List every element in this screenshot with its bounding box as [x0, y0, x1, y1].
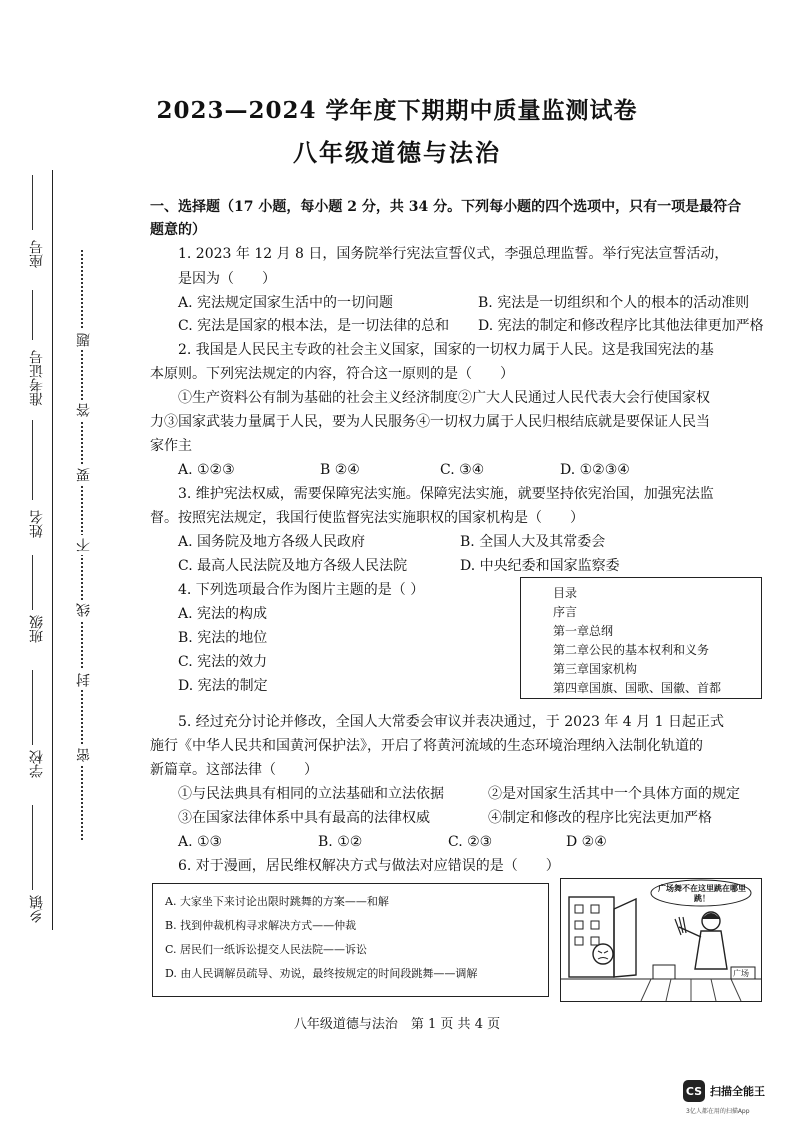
page-footer: 八年级道德与法治 第 1 页 共 4 页: [293, 1017, 501, 1032]
constitution-toc-box: [520, 577, 762, 699]
q5-stem-cont: 施行《中华人民共和国黄河保护法》，开启了将黄河流域的生态环境治理纳入法制化轨道的: [150, 738, 703, 754]
scanner-tagline: 3亿人都在用的扫描App: [686, 1108, 750, 1115]
name-blank: [32, 420, 33, 500]
q5-statement-2: ②是对国家生活其中一个具体方面的规定: [488, 786, 740, 802]
camscanner-logo-icon: CS: [683, 1080, 705, 1102]
q4-option-d: D. 宪法的制定: [178, 678, 268, 694]
q2-option-a: A. ①②③: [178, 462, 235, 478]
q5-stem-end: 新篇章。这部法律（ ）: [150, 762, 318, 778]
q6-option-b: B. 找到仲裁机构寻求解决方式——仲裁: [165, 919, 357, 932]
name-label: 姓名: [29, 510, 45, 538]
q1-stem-cont: 是因为（ ）: [178, 271, 276, 287]
section-heading-cont: 题意的）: [150, 222, 206, 238]
seal-char: 线: [74, 600, 94, 620]
school-label: 学校: [29, 750, 45, 778]
seal-char: 题: [74, 330, 94, 350]
q2-option-c: C. ③④: [440, 462, 485, 478]
toc-item: 第三章国家机构: [553, 662, 638, 676]
seal-char: 要: [74, 465, 94, 485]
margin-border-line: [52, 170, 53, 930]
exam-number-blank: [32, 290, 33, 340]
q1-option-a: A. 宪法规定国家生活中的一切问题: [178, 295, 394, 311]
q6-option-d: D. 由人民调解员疏导、劝说，最终按规定的时间段跳舞——调解: [165, 967, 478, 980]
q4-option-a: A. 宪法的构成: [178, 606, 268, 622]
q1-option-b: B. 宪法是一切组织和个人的根本的活动准则: [478, 295, 750, 311]
cartoon-sign: 广场: [733, 969, 749, 978]
exam-subject: 八年级道德与法治: [293, 138, 501, 167]
q2-statements: ①生产资料公有制为基础的社会主义经济制度②广大人民通过人民代表大会行使国家权: [178, 390, 710, 406]
exam-title: 2023—2024 学年度下期期中质量监测试卷: [156, 97, 638, 124]
q3-stem-cont: 督。按照宪法规定，我国行使监督宪法实施职权的国家机构是（ ）: [150, 510, 584, 526]
scanner-watermark: [683, 1080, 765, 1102]
toc-item: 第二章公民的基本权利和义务: [553, 643, 710, 657]
seal-char: 答: [74, 400, 94, 420]
q5-stem: 5. 经过充分讨论并修改，全国人大常委会审议并表决通过，于 2023 年 4 月 1 日起正式: [178, 714, 724, 730]
q1-option-d: D. 宪法的制定和修改程序比其他法律更加严格: [478, 318, 764, 334]
toc-item: 第四章国旗、国歌、国徽、首都: [553, 681, 722, 695]
q5-option-c: C. ②③: [448, 834, 493, 850]
cartoon-caption: 广场舞不在这里跳在哪里跳！: [658, 883, 746, 903]
q3-option-d: D. 中央纪委和国家监察委: [460, 558, 620, 574]
township-label: 乡镇: [29, 895, 45, 923]
scanner-app-name: 扫描全能王: [710, 1085, 765, 1098]
q4-option-b: B. 宪法的地位: [178, 630, 268, 646]
q6-stem: 6. 对于漫画，居民维权解决方式与做法对应错误的是（ ）: [178, 858, 560, 874]
q5-option-a: A. ①③: [178, 834, 223, 850]
q3-option-b: B. 全国人大及其常委会: [460, 534, 606, 550]
q5-statement-4: ④制定和修改的程序比宪法更加严格: [488, 810, 712, 826]
q5-statement-1: ①与民法典具有相同的立法基础和立法依据: [178, 786, 444, 802]
seat-number-blank: [32, 175, 33, 230]
q5-option-d: D ②④: [566, 834, 607, 850]
q5-option-b: B. ①②: [318, 834, 363, 850]
toc-item: 第一章总纲: [553, 624, 614, 638]
school-blank: [32, 670, 33, 745]
q6-cartoon: [560, 878, 762, 1002]
class-blank: [32, 555, 33, 610]
seat-number-label: 座号: [29, 240, 45, 268]
q3-stem: 3. 维护宪法权威，需要保障宪法实施。保障宪法实施，就要坚持依宪治国，加强宪法监: [178, 486, 714, 502]
q2-statements-end: 家作主: [150, 438, 192, 454]
q6-option-a: A. 大家坐下来讨论出限时跳舞的方案——和解: [165, 895, 389, 908]
q3-option-c: C. 最高人民法院及地方各级人民法院: [178, 558, 408, 574]
q3-option-a: A. 国务院及地方各级人民政府: [178, 534, 366, 550]
q2-option-d: D. ①②③④: [560, 462, 630, 478]
q2-statements-cont: 力③国家武装力量属于人民，要为人民服务④一切权力属于人民归根结底就是要保证人民当: [150, 414, 710, 430]
q4-stem: 4. 下列选项最合作为图片主题的是（ ）: [178, 582, 425, 598]
section-heading: 一、选择题（17 小题，每小题 2 分，共 34 分。下列每小题的四个选项中，只有一项是最符合: [150, 199, 742, 215]
q4-option-c: C. 宪法的效力: [178, 654, 268, 670]
seal-char: 密: [74, 745, 94, 765]
q2-option-b: B ②④: [320, 462, 360, 478]
q6-options-box: [152, 883, 549, 997]
q1-stem: 1. 2023 年 12 月 8 日，国务院举行宪法宣誓仪式，李强总理监誓。举行宪法宣誓活动，: [178, 246, 729, 262]
q5-statement-3: ③在国家法律体系中具有最高的法律权威: [178, 810, 430, 826]
seal-char: 封: [74, 670, 94, 690]
q1-option-c: C. 宪法是国家的根本法，是一切法律的总和: [178, 318, 450, 334]
class-label: 班级: [29, 615, 45, 643]
toc-item: 序言: [553, 605, 578, 619]
toc-item: 目录: [553, 586, 578, 600]
q6-option-c: C. 居民们一纸诉讼提交人民法院——诉讼: [165, 943, 368, 956]
q2-stem-cont: 本原则。下列宪法规定的内容，符合这一原则的是（ ）: [150, 366, 514, 382]
q2-stem: 2. 我国是人民民主专政的社会主义国家，国家的一切权力属于人民。这是我国宪法的基: [178, 342, 714, 358]
exam-number-label: 准考证号: [29, 350, 45, 406]
township-blank: [32, 805, 33, 890]
seal-char: 不: [74, 535, 94, 555]
